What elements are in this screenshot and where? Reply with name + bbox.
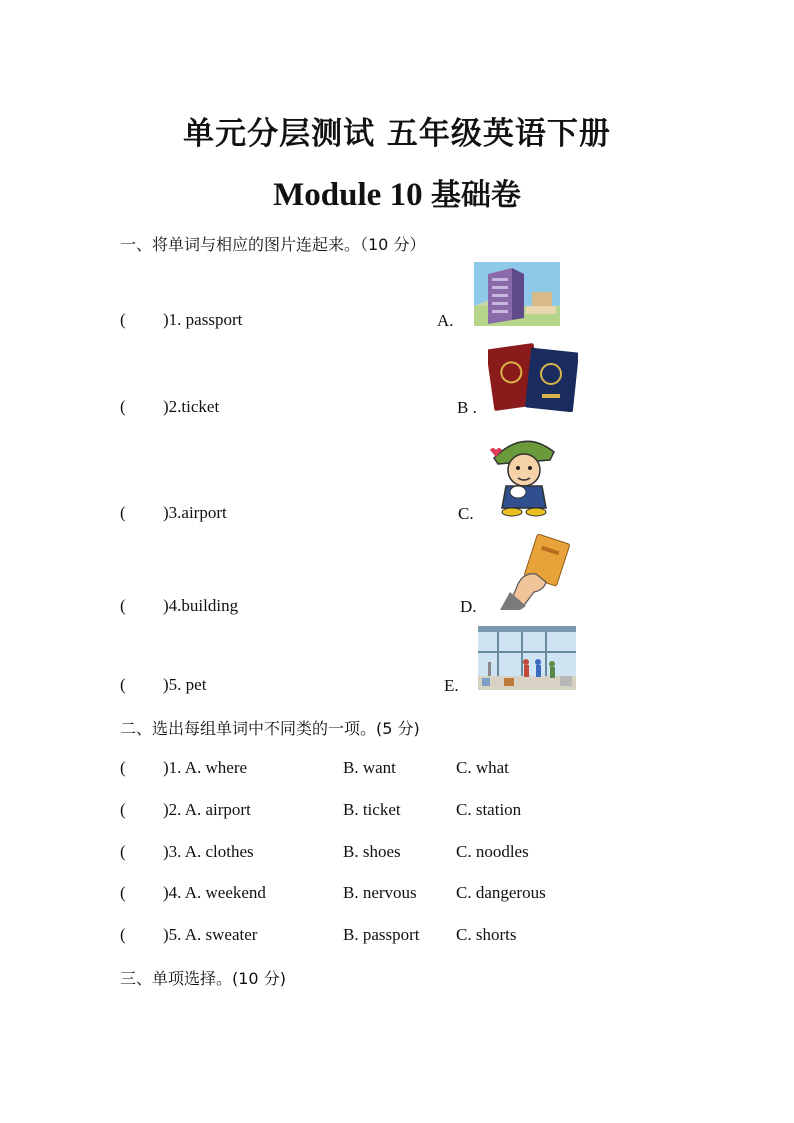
q1-paren: ( [120,310,126,329]
s2-q2-option-c: C. station [456,800,522,819]
s2-q5-option-c: C. shorts [456,925,517,944]
q3-word: )3.airport [163,503,227,522]
section3-heading: 三、单项选择。(10 分) [120,969,286,988]
paper-type-label: 基础卷 [430,178,521,213]
s2-q4-option-b: B. nervous [343,883,417,902]
building-picture [474,262,560,326]
q4-word: )4.building [163,596,239,615]
option-c-label: C. [458,504,474,523]
s2-q2-option-a: )2. A. airport [163,800,251,819]
q4-paren: ( [120,596,126,615]
airport-picture [478,626,576,690]
s2-q3-option-b: B. shoes [343,842,401,861]
s2-q5-option-b: B. passport [343,925,420,944]
option-b-label: B . [457,398,477,417]
ticket-hand-picture [500,532,576,610]
q5-paren: ( [120,675,126,694]
s2-q5-paren: ( [120,925,126,944]
s2-q4-option-a: )4. A. weekend [163,883,266,902]
option-d-label: D. [460,597,477,616]
section2-heading: 二、选出每组单词中不同类的一项。(5 分) [120,719,420,738]
s2-q4-option-c: C. dangerous [456,883,546,902]
q3-paren: ( [120,503,126,522]
s2-q3-option-c: C. noodles [456,842,529,861]
q5-word: )5. pet [163,675,207,694]
s2-q3-paren: ( [120,842,126,861]
module-label: Module 10 [273,177,423,213]
s2-q1-option-c: C. what [456,758,509,777]
q2-paren: ( [120,397,126,416]
pet-boy-picture [484,428,564,518]
option-a-label: A. [437,311,454,330]
s2-q1-paren: ( [120,758,126,777]
option-e-label: E. [444,676,459,695]
page-subtitle [0,170,794,214]
section1-heading: 一、将单词与相应的图片连起来。（10 分） [120,235,426,254]
q2-word: )2.ticket [163,397,220,416]
s2-q1-option-a: )1. A. where [163,758,248,777]
page-title: 单元分层测试 五年级英语下册 [183,116,611,152]
s2-q3-option-a: )3. A. clothes [163,842,254,861]
q1-word: )1. passport [163,310,243,329]
s2-q4-paren: ( [120,883,126,902]
s2-q1-option-b: B. want [343,758,396,777]
s2-q2-option-b: B. ticket [343,800,401,819]
passport-picture [488,342,578,412]
s2-q2-paren: ( [120,800,126,819]
s2-q5-option-a: )5. A. sweater [163,925,258,944]
